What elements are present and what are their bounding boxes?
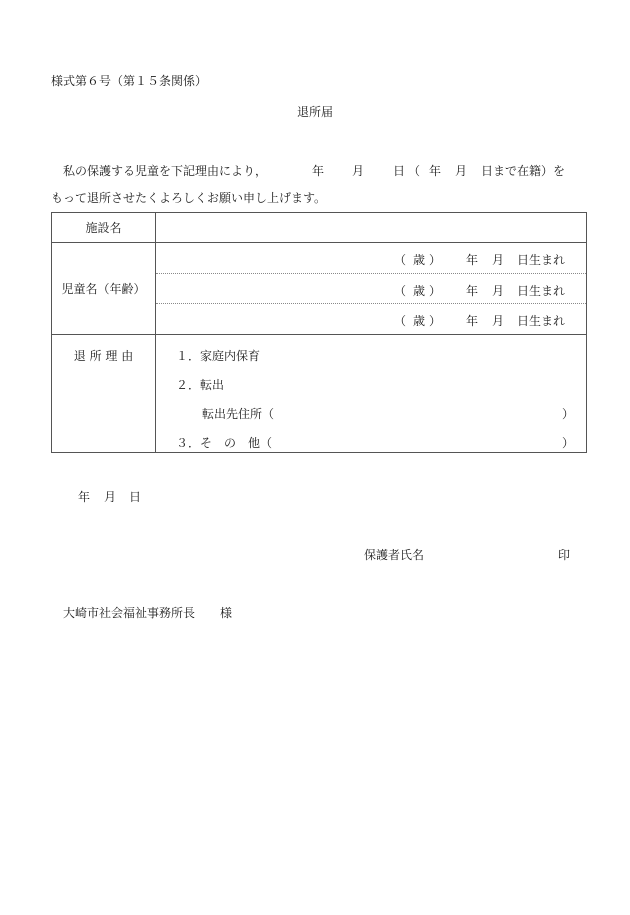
child-label: 児童名（年齢） [52,243,156,335]
birth-year-unit: 年 [466,283,479,298]
child-entry-3[interactable] [156,304,586,334]
relocation-address-close: ） [562,406,575,421]
birth-year-unit: 年 [466,314,479,329]
document-title: 退所届 [296,105,333,119]
reason-options [156,334,587,452]
facility-label: 施設名 [52,213,156,243]
facility-row [52,213,587,243]
reason-row [52,334,587,452]
enrollment-month-unit: 月 [455,164,468,178]
submission-day-unit: 日 [129,490,142,504]
withdrawal-form-table [51,212,587,453]
withdrawal-day-unit: 日 [393,164,406,178]
birth-month-unit: 月 [492,253,505,267]
reason-home-care[interactable]: １．家庭内保育 [176,348,261,363]
child-entries [156,243,587,335]
age-unit: 歳 [413,283,426,298]
child-entry-1[interactable] [156,243,586,274]
request-paragraph-line2: もって退所させたくよろしくお願い申し上げます。 [51,191,327,205]
addressee: 大崎市社会福祉事務所長 [63,606,196,620]
reason-label: 退 所 理 由 [52,334,156,452]
age-paren-close: ） [429,283,442,298]
withdrawal-year-unit: 年 [312,164,325,178]
age-paren-close: ） [429,314,442,329]
age-paren-close: ） [429,253,442,267]
birth-month-unit: 月 [492,283,505,298]
child-entry-2[interactable] [156,274,586,305]
reason-other-close: ） [562,435,575,450]
age-paren-open: （ [394,314,407,329]
withdrawal-month-unit: 月 [352,164,365,178]
child-row [52,243,587,335]
birth-month-unit: 月 [492,314,505,329]
submission-month-unit: 月 [104,490,117,504]
birth-day-unit: 日生まれ [517,314,566,329]
birth-year-unit: 年 [466,253,479,267]
birth-day-unit: 日生まれ [517,253,566,267]
enrollment-suffix: 日まで在籍）を [481,164,566,178]
seal-mark: 印 [558,548,571,562]
form-number: 様式第６号（第１５条関係） [51,74,208,88]
relocation-address-label[interactable]: 転出先住所（ [202,406,275,421]
age-paren-open: （ [394,253,407,267]
enrollment-paren-open: （ [408,164,421,178]
reason-relocation[interactable]: ２．転出 [176,377,225,392]
age-paren-open: （ [394,283,407,298]
reason-other[interactable]: ３．そ の 他（ [176,435,273,450]
age-unit: 歳 [413,253,426,267]
guardian-name-label: 保護者氏名 [364,548,425,562]
submission-year-unit: 年 [78,490,91,504]
paragraph-prefix: 私の保護する児童を下記理由により， [63,164,268,178]
honorific: 様 [220,606,233,620]
enrollment-year-unit: 年 [429,164,442,178]
birth-day-unit: 日生まれ [517,283,566,298]
facility-name-field[interactable] [156,213,587,243]
age-unit: 歳 [413,314,426,329]
